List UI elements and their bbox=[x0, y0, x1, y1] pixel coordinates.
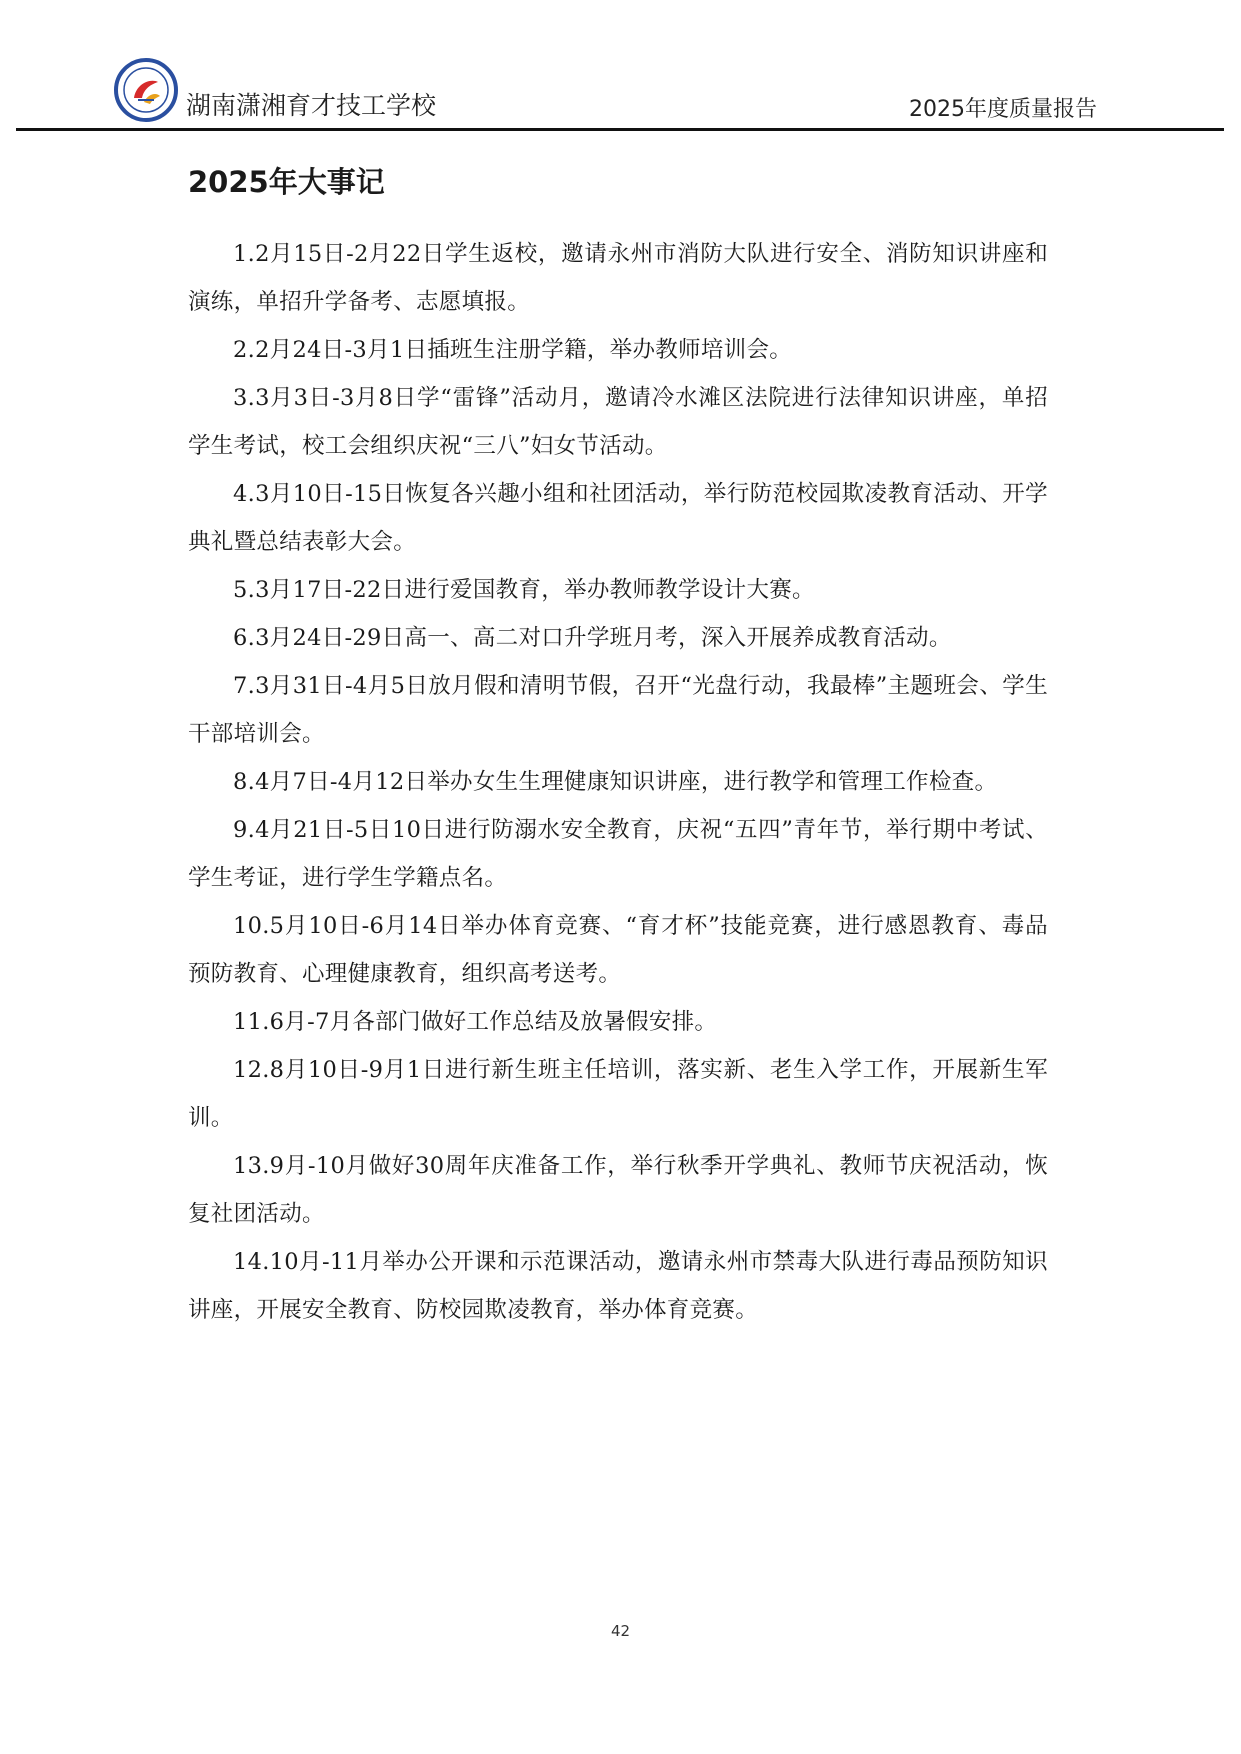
event-item: 14.10月-11月举办公开课和示范课活动，邀请永州市禁毒大队进行毒品预防知识讲座，开展安全教育、防校园欺凌教育，举办体育竞赛。 bbox=[188, 1249, 1048, 1323]
event-item: 11.6月-7月各部门做好工作总结及放暑假安排。 bbox=[233, 1009, 718, 1035]
event-item: 10.5月10日-6月14日举办体育竞赛、“育才杯”技能竞赛，进行感恩教育、毒品预防教育、心理健康教育，组织高考送考。 bbox=[188, 913, 1048, 987]
event-item: 5.3月17日-22日进行爱国教育，举办教师教学设计大赛。 bbox=[233, 577, 815, 603]
school-emblem-icon bbox=[114, 58, 178, 122]
event-item: 6.3月24日-29日高一、高二对口升学班月考，深入开展养成教育活动。 bbox=[233, 625, 952, 651]
event-item: 8.4月7日-4月12日举办女生生理健康知识讲座，进行教学和管理工作检查。 bbox=[233, 769, 998, 795]
page-header bbox=[0, 0, 1241, 132]
event-list bbox=[188, 230, 1048, 1334]
report-title: 2025年度质量报告 bbox=[909, 97, 1097, 122]
page-number: 42 bbox=[610, 1622, 631, 1640]
header-divider bbox=[16, 128, 1224, 131]
event-item: 4.3月10日-15日恢复各兴趣小组和社团活动，举行防范校园欺凌教育活动、开学典礼暨总结表彰大会。 bbox=[188, 481, 1048, 555]
event-item: 12.8月10日-9月1日进行新生班主任培训，落实新、老生入学工作，开展新生军训。 bbox=[188, 1057, 1048, 1131]
event-item: 13.9月-10月做好30周年庆准备工作，举行秋季开学典礼、教师节庆祝活动，恢复社团活动。 bbox=[188, 1153, 1048, 1227]
event-item: 9.4月21日-5日10日进行防溺水安全教育，庆祝“五四”青年节，举行期中考试、学生考证，进行学生学籍点名。 bbox=[188, 817, 1048, 891]
event-item: 3.3月3日-3月8日学“雷锋”活动月，邀请冷水滩区法院进行法律知识讲座，单招学生考试，校工会组织庆祝“三八”妇女节活动。 bbox=[188, 385, 1048, 459]
section-title: 2025年大事记 bbox=[188, 165, 385, 199]
event-item: 2.2月24日-3月1日插班生注册学籍，举办教师培训会。 bbox=[233, 337, 793, 363]
school-name: 湖南潇湘育才技工学校 bbox=[186, 91, 437, 120]
event-item: 7.3月31日-4月5日放月假和清明节假，召开“光盘行动，我最棒”主题班会、学生干部培训会。 bbox=[188, 673, 1048, 747]
page-content bbox=[188, 160, 1048, 1334]
event-item: 1.2月15日-2月22日学生返校，邀请永州市消防大队进行安全、消防知识讲座和演练，单招升学备考、志愿填报。 bbox=[188, 241, 1048, 315]
